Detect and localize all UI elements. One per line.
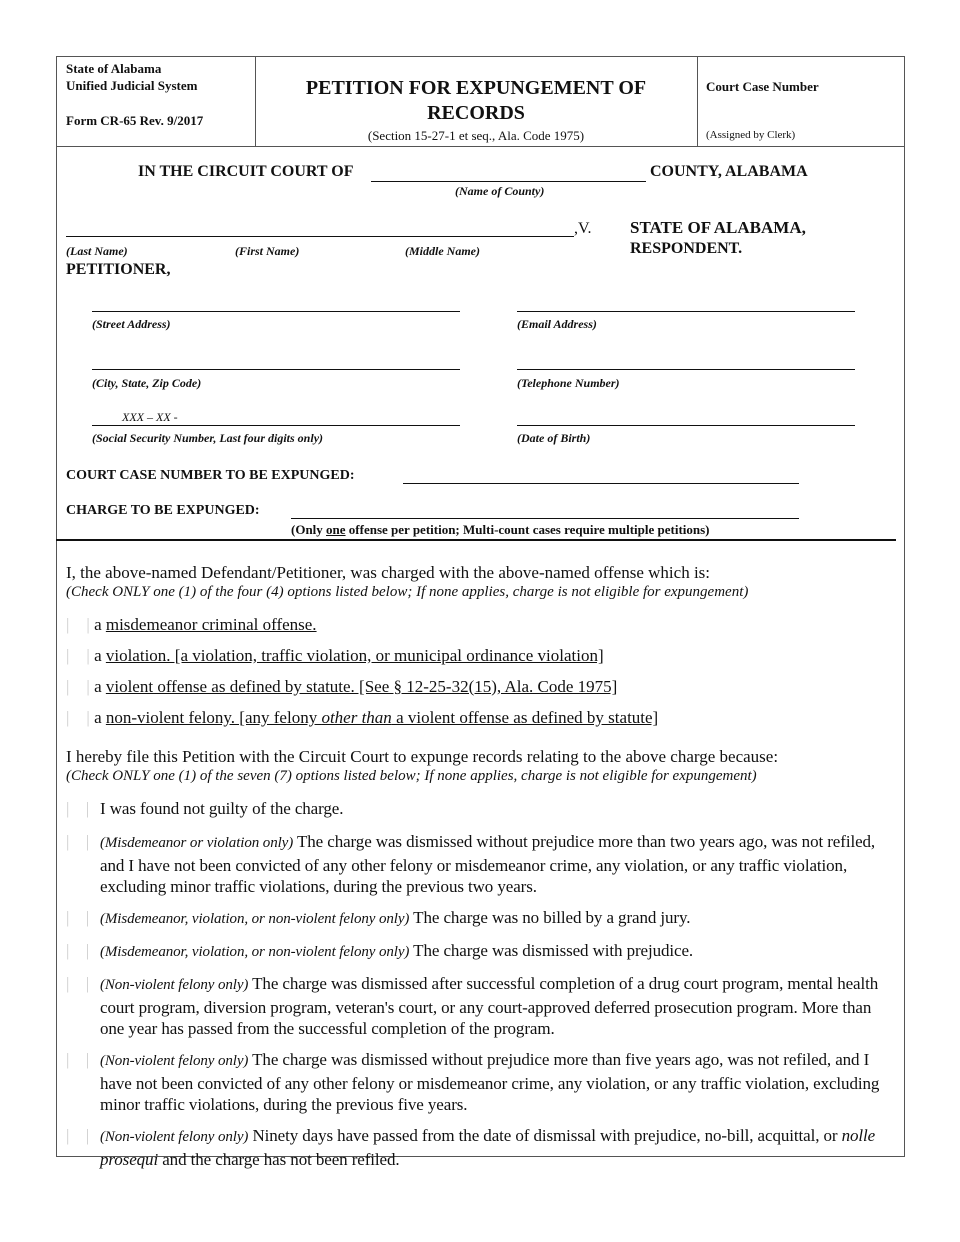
checkbox[interactable]: | | [66,941,90,960]
option-text: The charge was dismissed after successful completion of a drug court program, mental health court program, diversion program, veteran's court, or any court-approved deferred prosecution program. More than one year has passed from the successful completion of the program. [100,974,879,1038]
case-expunge-field[interactable] [403,483,799,484]
option-text: and the charge has not been refiled. [158,1149,400,1169]
petitioner-label: PETITIONER, [66,261,171,278]
charge-field[interactable] [291,518,799,519]
option-text: The charge was dismissed without prejudice more than five years ago, was not refiled, and I have not been convicted of any other felony or misdemeanor crime, any violation, or any traffic violation, excluding minor traffic violations, during the previous five years. [100,1050,880,1114]
assigned-by-clerk: (Assigned by Clerk) [706,129,796,141]
state-label: State of Alabama [66,61,162,76]
checkbox[interactable]: | | [66,832,90,851]
checkbox[interactable]: | | [66,708,90,727]
charge-note [291,522,710,538]
option-qualifier: (Misdemeanor, violation, or non-violent felony only) [100,944,410,960]
dob-hint: (Date of Birth) [517,431,591,445]
reason-section [66,747,898,1180]
option-text: violent offense as defined by statute. [See § 12-25-32(15), Ala. Code 1975] [105,677,618,696]
form-id-cell [57,57,256,146]
option-qualifier: (Non-violent felony only) [100,1129,249,1145]
option-text: I was found not guilty of the charge. [100,799,344,818]
email-field[interactable] [517,311,855,312]
option-emphasis: other than [321,708,392,727]
case-number-cell[interactable] [697,57,905,146]
checkbox[interactable]: | | [66,908,90,927]
offense-instructions: (Check ONLY one (1) of the four (4) options listed below; If none applies, charge is not eligible for expungement) [66,584,749,600]
petitioner-name-field[interactable] [66,236,574,237]
respondent-label: RESPONDENT. [630,240,743,257]
offense-option[interactable] [66,614,898,635]
street-field[interactable] [92,311,460,312]
middle-name-hint: (Middle Name) [405,244,480,258]
note-text: (Only [291,522,327,537]
option-text: violation. [a violation, traffic violation, or municipal ordinance violation] [105,646,604,665]
charge-label: CHARGE TO BE EXPUNGED: [66,503,260,518]
option-prefix: a [94,646,106,665]
offense-section [66,563,898,738]
option-emphasis: nolle prosequi [100,1126,876,1169]
reason-option[interactable] [66,940,898,964]
option-qualifier: (Misdemeanor or violation only) [100,835,294,851]
street-hint: (Street Address) [92,317,171,331]
case-number-label: Court Case Number [706,79,819,94]
county-alabama: COUNTY, ALABAMA [650,163,808,180]
option-qualifier: (Non-violent felony only) [100,977,249,993]
reason-instructions: (Check ONLY one (1) of the seven (7) options listed below; If none applies, charge is not eligible for expungement) [66,768,757,784]
reason-option[interactable] [66,1049,898,1116]
state-of-alabama: STATE OF ALABAMA, [630,218,806,237]
city-field[interactable] [92,369,460,370]
form-header [57,57,904,147]
option-text: The charge was dismissed with prejudice. [409,941,694,960]
title-line-2: RECORDS [427,102,525,124]
page-title [255,76,697,126]
note-text: offense per petition; Multi-count cases require multiple petitions) [345,522,710,537]
option-text: Ninety days have passed from the date of dismissal with prejudice, no-bill, acquittal, or [248,1126,842,1145]
email-hint: (Email Address) [517,317,597,331]
offense-option[interactable] [66,676,898,697]
option-text: misdemeanor criminal offense. [105,615,317,634]
system-label: Unified Judicial System [66,78,198,93]
reason-option[interactable] [66,831,898,898]
option-prefix: a [94,677,106,696]
ssn-hint: (Social Security Number, Last four digits only) [92,431,324,445]
first-name-hint: (First Name) [235,244,300,258]
last-name-hint: (Last Name) [66,244,128,258]
option-qualifier: (Non-violent felony only) [100,1053,249,1069]
divider [56,539,896,541]
note-one: one [326,522,346,537]
versus: ,V. [574,220,592,237]
court-label: IN THE CIRCUIT COURT OF [138,163,354,180]
reason-option[interactable] [66,973,898,1040]
checkbox[interactable]: | | [66,646,90,665]
reason-option[interactable] [66,798,898,822]
reason-option[interactable] [66,1125,898,1170]
phone-field[interactable] [517,369,855,370]
checkbox[interactable]: | | [66,799,90,818]
offense-option[interactable] [66,707,898,728]
statute-reference: (Section 15-27-1 et seq., Ala. Code 1975) [367,128,585,143]
checkbox[interactable]: | | [66,615,90,634]
dob-field[interactable] [517,425,855,426]
option-text: The charge was no billed by a grand jury. [409,908,691,927]
phone-hint: (Telephone Number) [517,376,620,390]
offense-options [66,614,898,728]
title-line-1: PETITION FOR EXPUNGEMENT OF [305,77,647,99]
city-hint: (City, State, Zip Code) [92,376,202,390]
checkbox[interactable]: | | [66,677,90,696]
checkbox[interactable]: | | [66,974,90,993]
county-field[interactable] [371,181,646,182]
ssn-prefix: XXX – XX - [122,410,178,424]
checkbox[interactable]: | | [66,1050,90,1069]
option-prefix: a [94,708,106,727]
case-expunge-label: COURT CASE NUMBER TO BE EXPUNGED: [66,468,355,483]
offense-intro: I, the above-named Defendant/Petitioner, was charged with the above-named offense which is: [66,563,710,582]
option-text: The charge was dismissed without prejudice more than two years ago, was not refiled, and I have not been convicted of any other felony or misdemeanor crime, any violation, or any traffic violation, excluding minor traffic violations, during the previous two years. [100,832,876,896]
offense-option[interactable] [66,645,898,666]
option-text: non-violent felony. [any felony [105,708,322,727]
option-text: a violent offense as defined by statute] [391,708,659,727]
option-qualifier: (Misdemeanor, violation, or non-violent felony only) [100,911,410,927]
ssn-field[interactable] [92,425,460,426]
form-number: Form CR-65 Rev. 9/2017 [66,113,204,128]
reason-intro: I hereby file this Petition with the Circuit Court to expunge records relating to the above charge because: [66,747,779,766]
checkbox[interactable]: | | [66,1126,90,1145]
reason-option[interactable] [66,907,898,931]
county-hint: (Name of County) [455,184,545,198]
option-prefix: a [94,615,106,634]
reason-options [66,798,898,1170]
